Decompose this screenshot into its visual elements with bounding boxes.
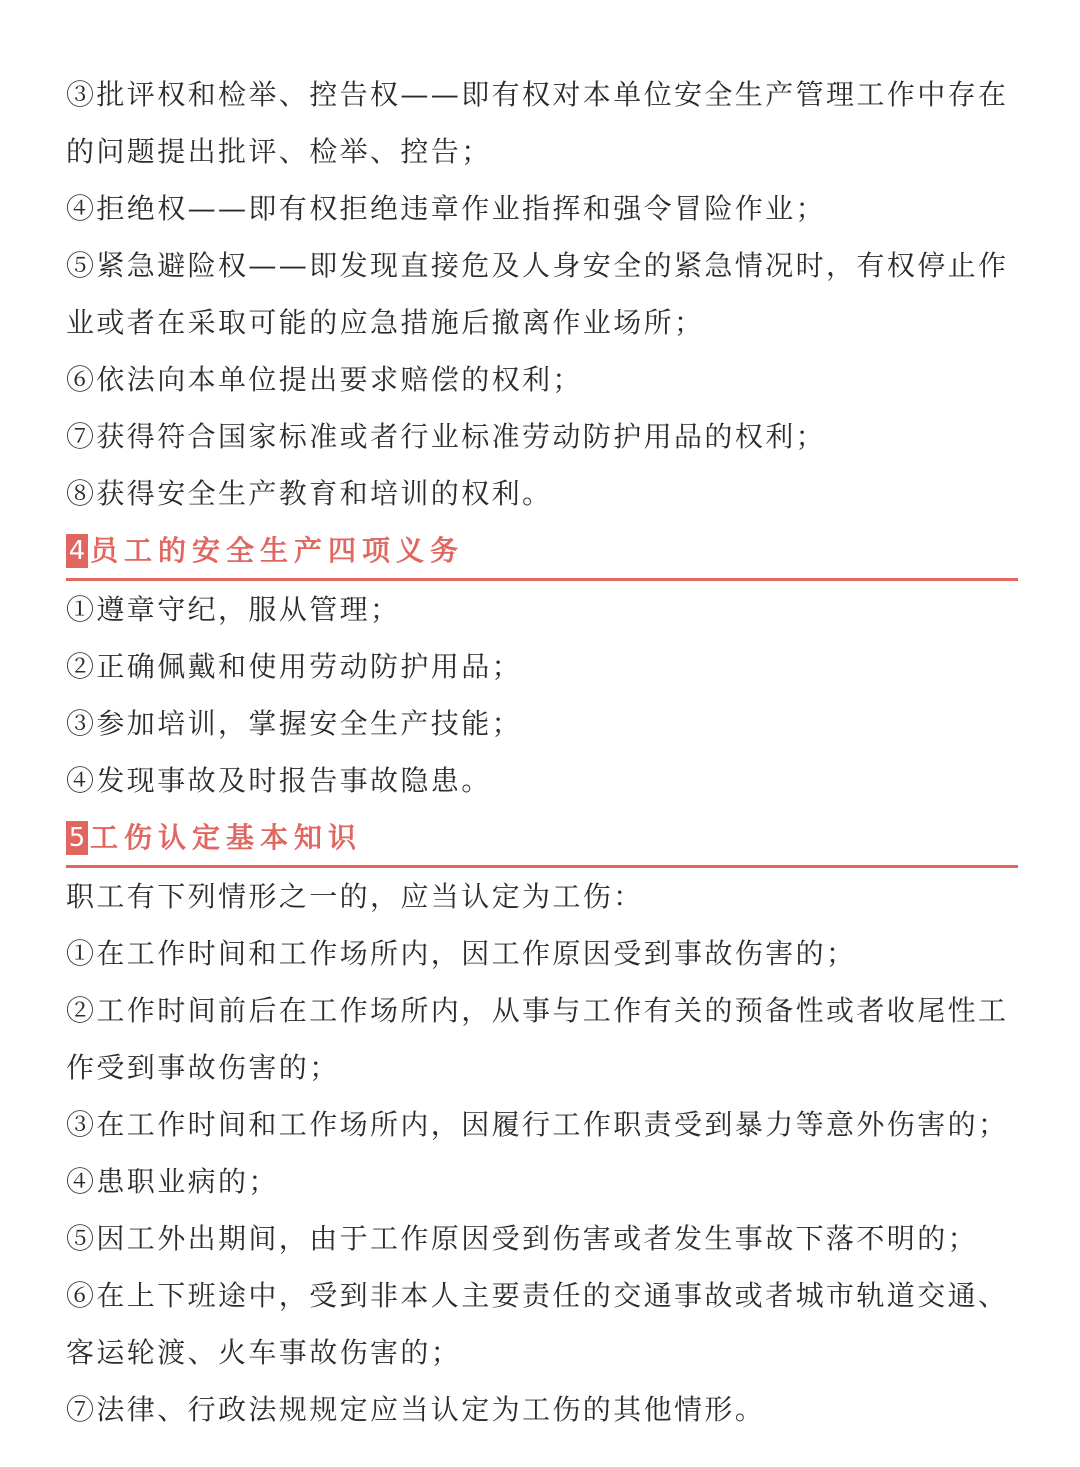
list-item: 职工有下列情形之一的，应当认定为工伤： xyxy=(66,880,644,913)
section-divider xyxy=(66,578,1018,581)
text-line: 的问题提出批评、检举、控告； xyxy=(66,135,492,168)
text-line: ④拒绝权——即有权拒绝违章作业指挥和强令冒险作业； xyxy=(66,192,827,225)
section-number: 5 xyxy=(66,821,88,855)
list-item: ②工作时间前后在工作场所内，从事与工作有关的预备性或者收尾性工 xyxy=(66,994,1009,1027)
section-number: 4 xyxy=(66,534,88,568)
section-heading-4 xyxy=(66,522,1020,578)
rights-list xyxy=(66,66,1020,522)
list-item: ③在工作时间和工作场所内，因履行工作职责受到暴力等意外伤害的； xyxy=(66,1108,1009,1141)
work-injury-list xyxy=(66,868,1020,1438)
document-page xyxy=(66,66,1020,1438)
section-heading-5 xyxy=(66,809,1020,865)
list-item: ⑤因工外出期间，由于工作原因受到伤害或者发生事故下落不明的； xyxy=(66,1222,979,1255)
text-line: ⑥依法向本单位提出要求赔偿的权利； xyxy=(66,363,583,396)
list-item: ②正确佩戴和使用劳动防护用品； xyxy=(66,650,523,683)
text-line: ③批评权和检举、控告权——即有权对本单位安全生产管理工作中存在 xyxy=(66,78,1009,111)
list-item: ④患职业病的； xyxy=(66,1165,279,1198)
text-line: 业或者在采取可能的应急措施后撤离作业场所； xyxy=(66,306,705,339)
text-line: ⑧获得安全生产教育和培训的权利。 xyxy=(66,477,553,510)
list-item: ①在工作时间和工作场所内，因工作原因受到事故伤害的； xyxy=(66,937,857,970)
list-item: ③参加培训，掌握安全生产技能； xyxy=(66,707,523,740)
obligations-list xyxy=(66,581,1020,809)
list-item: ⑦法律、行政法规规定应当认定为工伤的其他情形。 xyxy=(66,1393,766,1426)
list-item: ④发现事故及时报告事故隐患。 xyxy=(66,764,492,797)
list-item: ⑥在上下班途中，受到非本人主要责任的交通事故或者城市轨道交通、 xyxy=(66,1279,1009,1312)
section-title: 员工的安全生产四项义务 xyxy=(90,534,465,567)
text-line: ⑦获得符合国家标准或者行业标准劳动防护用品的权利； xyxy=(66,420,827,453)
list-item: ①遵章守纪，服从管理； xyxy=(66,593,401,626)
list-item: 客运轮渡、火车事故伤害的； xyxy=(66,1336,462,1369)
section-title: 工伤认定基本知识 xyxy=(90,821,363,854)
section-divider xyxy=(66,865,1018,868)
list-item: 作受到事故伤害的； xyxy=(66,1051,340,1084)
text-line: ⑤紧急避险权——即发现直接危及人身安全的紧急情况时，有权停止作 xyxy=(66,249,1009,282)
